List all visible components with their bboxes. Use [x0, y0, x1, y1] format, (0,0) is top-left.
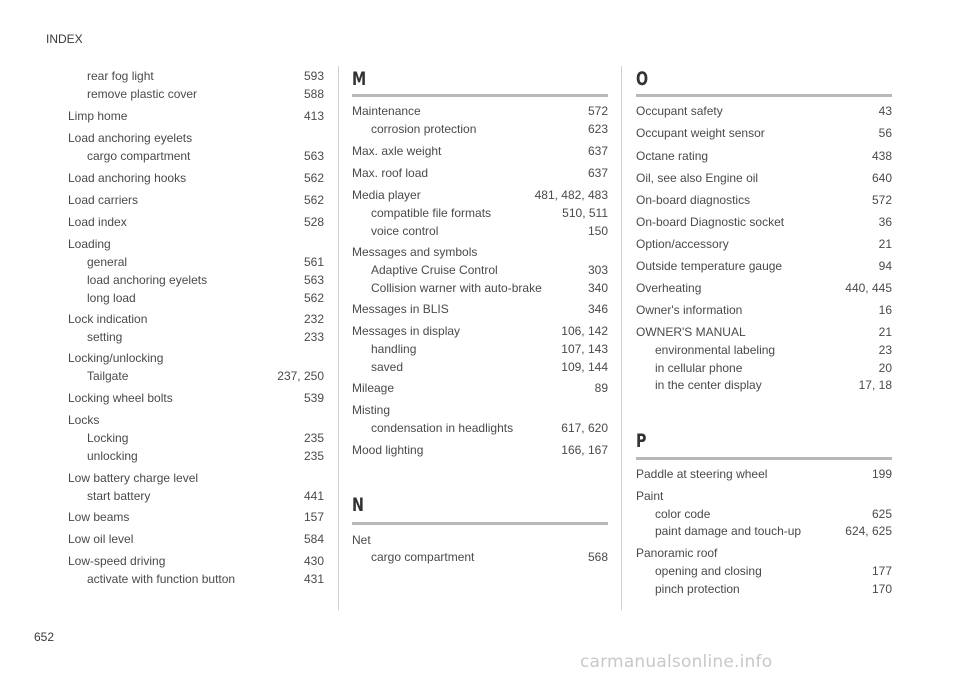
index-term: Max. roof load: [352, 166, 429, 180]
index-term: Octane rating: [636, 149, 709, 163]
index-page-numbers: 561: [303, 255, 324, 269]
index-page-numbers: 563: [303, 273, 324, 287]
index-term: environmental labeling: [655, 343, 776, 357]
section-rule: [636, 457, 892, 460]
section-letter-heading: M: [352, 68, 367, 90]
index-page-numbers: 568: [587, 550, 608, 564]
index-term: On-board Diagnostic socket: [636, 215, 785, 229]
section-letter-heading: P: [636, 430, 647, 452]
index-page-numbers: 593: [303, 69, 324, 83]
index-page-numbers: 438: [871, 149, 892, 163]
index-page-numbers: 107, 143: [561, 342, 608, 356]
index-page-numbers: 637: [587, 144, 608, 158]
index-term: Media player: [352, 188, 421, 202]
index-page-numbers: 166, 167: [561, 443, 608, 457]
index-page-numbers: 562: [303, 291, 324, 305]
index-term: Lock indication: [68, 312, 148, 326]
index-page-numbers: 481, 482, 483: [534, 188, 608, 202]
index-page-numbers: 637: [587, 166, 608, 180]
index-term: remove plastic cover: [87, 87, 198, 101]
section-letter-heading: N: [352, 494, 364, 516]
index-page-numbers: 617, 620: [561, 421, 608, 435]
index-term: rear fog light: [87, 69, 154, 83]
index-page-numbers: 562: [303, 171, 324, 185]
index-term: Oil, see also Engine oil: [636, 171, 759, 185]
index-term: Owner's information: [636, 303, 743, 317]
index-page-numbers: 539: [303, 391, 324, 405]
index-page-numbers: 235: [303, 449, 324, 463]
index-term: setting: [87, 330, 123, 344]
index-term: voice control: [371, 224, 439, 238]
index-term: Low oil level: [68, 532, 134, 546]
watermark: carmanualsonline.info: [580, 652, 773, 672]
index-term: Messages in display: [352, 324, 461, 338]
index-page-numbers: 21: [878, 325, 892, 339]
section-letter-heading: O: [636, 68, 649, 90]
index-term: paint damage and touch-up: [655, 524, 802, 538]
index-term: Limp home: [68, 109, 128, 123]
index-page-numbers: 43: [878, 104, 892, 118]
index-term: Load anchoring eyelets: [68, 131, 193, 145]
index-term: Occupant weight sensor: [636, 126, 765, 140]
index-page-numbers: 431: [303, 572, 324, 586]
index-page-numbers: 36: [878, 215, 892, 229]
section-rule: [352, 94, 608, 97]
index-term: start battery: [87, 489, 151, 503]
index-term: Overheating: [636, 281, 702, 295]
index-term: Paint: [636, 489, 664, 503]
index-page-numbers: 232: [303, 312, 324, 326]
index-term: pinch protection: [655, 582, 740, 596]
index-term: Low beams: [68, 510, 130, 524]
index-term: cargo compartment: [371, 550, 475, 564]
column-divider: [621, 66, 622, 610]
index-term: Misting: [352, 403, 391, 417]
index-page-numbers: 157: [303, 510, 324, 524]
index-page-numbers: 624, 625: [845, 524, 892, 538]
index-term: activate with function button: [87, 572, 236, 586]
index-page-numbers: 562: [303, 193, 324, 207]
index-term: Locking/unlocking: [68, 351, 164, 365]
index-term: saved: [371, 360, 404, 374]
index-page-numbers: 21: [878, 237, 892, 251]
index-term: Locking: [87, 431, 129, 445]
index-page-numbers: 177: [871, 564, 892, 578]
index-term: handling: [371, 342, 417, 356]
index-page-numbers: 340: [587, 281, 608, 295]
index-page-numbers: 563: [303, 149, 324, 163]
index-term: in cellular phone: [655, 361, 743, 375]
index-term: unlocking: [87, 449, 138, 463]
index-page-numbers: 199: [871, 467, 892, 481]
index-page-numbers: 584: [303, 532, 324, 546]
index-page-numbers: 640: [871, 171, 892, 185]
index-term: in the center display: [655, 378, 762, 392]
index-term: Messages in BLIS: [352, 302, 449, 316]
index-term: On-board diagnostics: [636, 193, 751, 207]
index-page-numbers: 430: [303, 554, 324, 568]
index-page-numbers: 16: [878, 303, 892, 317]
index-page-numbers: 89: [594, 381, 608, 395]
index-term: Occupant safety: [636, 104, 723, 118]
index-term: Mood lighting: [352, 443, 424, 457]
index-page-numbers: 625: [871, 507, 892, 521]
index-page-numbers: 413: [303, 109, 324, 123]
index-page-numbers: 109, 144: [561, 360, 608, 374]
index-page-numbers: 56: [878, 126, 892, 140]
index-page-numbers: 106, 142: [561, 324, 608, 338]
index-page-numbers: 23: [878, 343, 892, 357]
index-term: general: [87, 255, 128, 269]
index-term: Loading: [68, 237, 111, 251]
index-page-numbers: 346: [587, 302, 608, 316]
index-page-numbers: 235: [303, 431, 324, 445]
index-term: Load index: [68, 215, 127, 229]
index-term: Locks: [68, 413, 100, 427]
index-term: compatible file formats: [371, 206, 492, 220]
index-term: Option/accessory: [636, 237, 729, 251]
index-term: Low battery charge level: [68, 471, 199, 485]
index-term: cargo compartment: [87, 149, 191, 163]
index-term: Panoramic roof: [636, 546, 718, 560]
index-page-numbers: 303: [587, 263, 608, 277]
index-page-numbers: 572: [871, 193, 892, 207]
index-page-numbers: 170: [871, 582, 892, 596]
index-term: Outside temperature gauge: [636, 259, 783, 273]
index-page-numbers: 440, 445: [845, 281, 892, 295]
index-term: Load anchoring hooks: [68, 171, 187, 185]
index-term: Adaptive Cruise Control: [371, 263, 498, 277]
index-term: Messages and symbols: [352, 245, 478, 259]
index-page-numbers: 20: [878, 361, 892, 375]
index-page-numbers: 588: [303, 87, 324, 101]
page-number: 652: [34, 630, 55, 644]
index-term: Locking wheel bolts: [68, 391, 173, 405]
index-term: Collision warner with auto-brake: [371, 281, 542, 295]
index-term: Tailgate: [87, 369, 129, 383]
index-term: condensation in headlights: [371, 421, 514, 435]
index-term: Load carriers: [68, 193, 139, 207]
index-page-numbers: 623: [587, 122, 608, 136]
index-term: opening and closing: [655, 564, 762, 578]
index-term: Paddle at steering wheel: [636, 467, 768, 481]
index-term: Low-speed driving: [68, 554, 166, 568]
index-page-numbers: 510, 511: [562, 206, 608, 220]
index-page-numbers: 572: [587, 104, 608, 118]
index-page-numbers: 17, 18: [858, 378, 892, 392]
index-term: OWNER'S MANUAL: [636, 325, 746, 339]
index-term: Max. axle weight: [352, 144, 442, 158]
index-term: Mileage: [352, 381, 395, 395]
index-term: load anchoring eyelets: [87, 273, 208, 287]
section-rule: [636, 94, 892, 97]
index-page-numbers: 441: [303, 489, 324, 503]
index-term: corrosion protection: [371, 122, 477, 136]
index-page-numbers: 528: [303, 215, 324, 229]
index-term: color code: [655, 507, 711, 521]
index-page-numbers: 150: [587, 224, 608, 238]
index-term: long load: [87, 291, 136, 305]
index-page-numbers: 233: [303, 330, 324, 344]
index-page-numbers: 237, 250: [277, 369, 324, 383]
index-term: Maintenance: [352, 104, 421, 118]
page-header-title: INDEX: [46, 32, 83, 46]
section-rule: [352, 522, 608, 525]
index-page-numbers: 94: [878, 259, 892, 273]
index-term: Net: [352, 533, 371, 547]
column-divider: [338, 66, 339, 610]
